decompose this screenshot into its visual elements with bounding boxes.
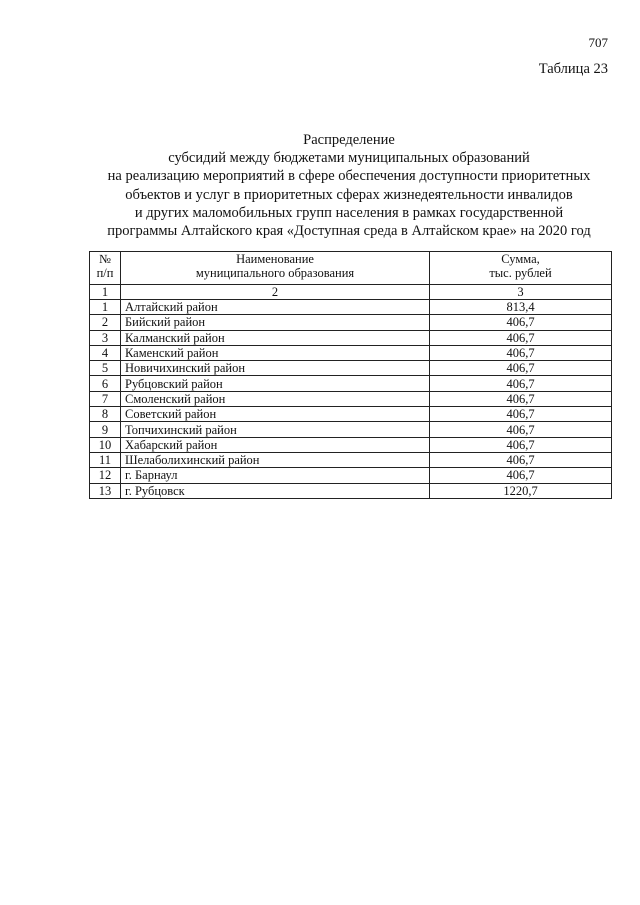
header-sum-line: Сумма,: [501, 252, 540, 266]
header-sum: [430, 252, 612, 285]
table-row: [90, 361, 612, 376]
row-sum: 406,7: [430, 407, 612, 422]
row-number: 2: [90, 315, 121, 330]
header-name: [121, 252, 430, 285]
row-sum: 406,7: [430, 361, 612, 376]
heading-line: и других маломобильных групп населения в рамках государственной: [134, 204, 564, 221]
header-number-line: п/п: [96, 266, 114, 280]
row-number: 6: [90, 376, 121, 391]
row-sum: 406,7: [430, 315, 612, 330]
row-number: 8: [90, 407, 121, 422]
row-sum: 406,7: [430, 330, 612, 345]
row-sum: 406,7: [430, 422, 612, 437]
row-name: Шелаболихинский район: [121, 452, 430, 467]
row-sum: 406,7: [430, 391, 612, 406]
table-row: [90, 437, 612, 452]
header-sum-line: тыс. рублей: [489, 266, 552, 280]
row-number: 9: [90, 422, 121, 437]
row-name: г. Барнаул: [121, 468, 430, 483]
row-name: Каменский район: [121, 345, 430, 360]
row-sum: 406,7: [430, 468, 612, 483]
row-name: Советский район: [121, 407, 430, 422]
row-number: 7: [90, 391, 121, 406]
header-number: [90, 252, 121, 285]
table-row: [90, 376, 612, 391]
row-sum: 813,4: [430, 300, 612, 315]
column-number: 2: [121, 285, 430, 300]
row-name: Топчихинский район: [121, 422, 430, 437]
row-number: 12: [90, 468, 121, 483]
row-name: Калманский район: [121, 330, 430, 345]
row-sum: 406,7: [430, 437, 612, 452]
column-number: 1: [90, 285, 121, 300]
table-row: [90, 345, 612, 360]
row-number: 5: [90, 361, 121, 376]
document-heading: [60, 131, 638, 240]
row-number: 1: [90, 300, 121, 315]
row-name: Алтайский район: [121, 300, 430, 315]
header-name-line: муниципального образования: [195, 266, 355, 280]
heading-line: субсидий между бюджетами муниципальных образований: [168, 150, 530, 167]
header-name-line: Наименование: [236, 252, 314, 266]
table-row: [90, 422, 612, 437]
row-sum: 406,7: [430, 452, 612, 467]
column-number-row: [90, 285, 612, 300]
row-name: Бийский район: [121, 315, 430, 330]
row-name: Смоленский район: [121, 391, 430, 406]
table-row: [90, 300, 612, 315]
heading-line: объектов и услуг в приоритетных сферах жизнедеятельности инвалидов: [125, 186, 573, 203]
row-name: Хабарский район: [121, 437, 430, 452]
table-row: [90, 315, 612, 330]
table-row: [90, 483, 612, 498]
row-number: 13: [90, 483, 121, 498]
table-row: [90, 452, 612, 467]
heading-line: программы Алтайского края «Доступная среда в Алтайском крае» на 2020 год: [107, 223, 591, 240]
table-label: Таблица 23: [538, 61, 608, 77]
column-number: 3: [430, 285, 612, 300]
row-name: г. Рубцовск: [121, 483, 430, 498]
table-header-row: [90, 252, 612, 285]
heading-line: Распределение: [303, 132, 395, 148]
row-number: 3: [90, 330, 121, 345]
row-sum: 406,7: [430, 345, 612, 360]
row-number: 10: [90, 437, 121, 452]
table-row: [90, 330, 612, 345]
table-row: [90, 468, 612, 483]
table-row: [90, 407, 612, 422]
row-number: 4: [90, 345, 121, 360]
table-row: [90, 391, 612, 406]
subsidies-table: [89, 251, 612, 499]
heading-line: на реализацию мероприятий в сфере обеспечения доступности приоритетных: [107, 168, 591, 185]
row-name: Рубцовский район: [121, 376, 430, 391]
row-sum: 1220,7: [430, 483, 612, 498]
header-number-line: №: [99, 252, 111, 266]
page-number: 707: [588, 35, 608, 50]
row-name: Новичихинский район: [121, 361, 430, 376]
row-sum: 406,7: [430, 376, 612, 391]
row-number: 11: [90, 452, 121, 467]
